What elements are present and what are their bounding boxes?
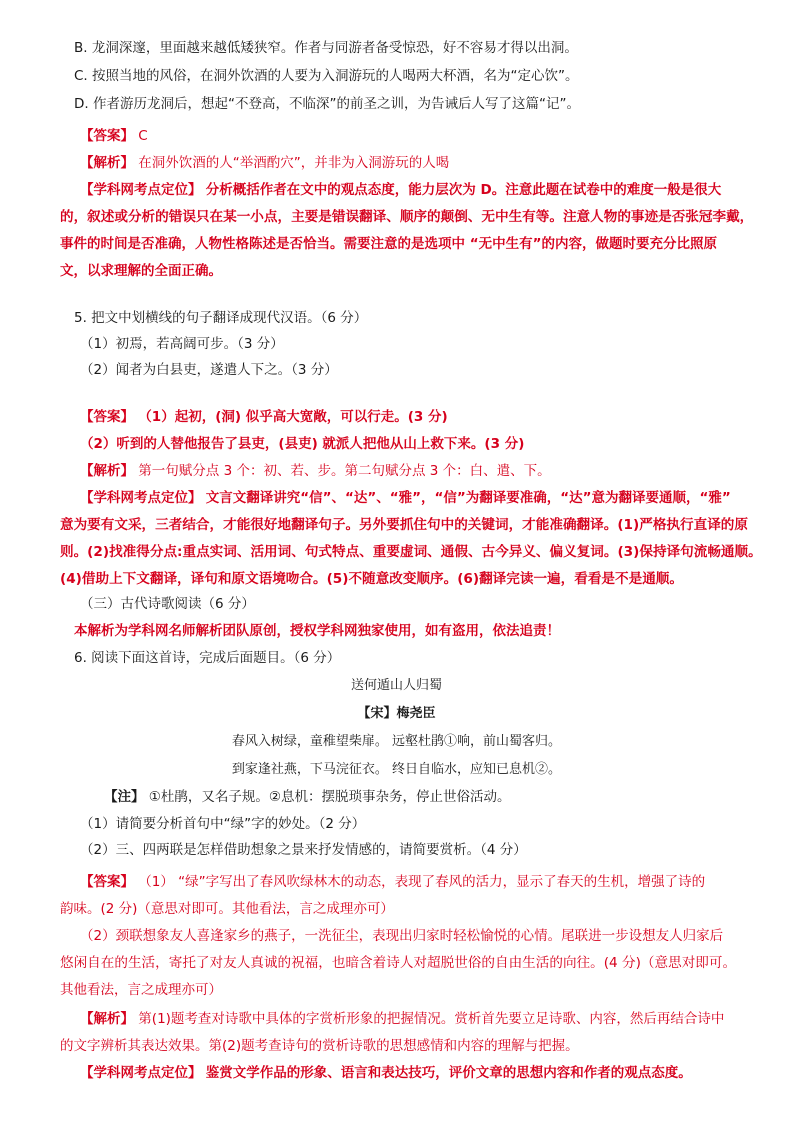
q4-analysis-row — [80, 151, 780, 175]
q5-kp-line: 则。(2)找准得分点:重点实词、活用词、句式特点、重要虚词、通假、古今异义、偏义复词。(3)保持译句流畅通顺。 — [60, 544, 762, 560]
q5-kp-line: 文言文翻译讲究“信”、“达”、“雅”，“信”为翻译要准确，“达”意为翻译要通顺，“雅” — [205, 490, 731, 506]
q6-answer-line: （2）颈联想象友人喜逢家乡的燕子，一洗征尘，表现出归家时轻松愉悦的心情。尾联进一步设想友人归家后 — [80, 928, 724, 944]
q5-sentence-1: （1）初焉，若高阔可步。（3 分） — [80, 336, 284, 352]
q5-kp-line: 意为要有文采，三者结合，才能很好地翻译句子。另外要抓住句中的关键词，才能准确翻译。(1)严格执行直译的原 — [60, 517, 748, 533]
q6-kp: 鉴赏文学作品的形象、语言和表达技巧，评价文章的思想内容和作者的观点态度。 — [205, 1065, 692, 1081]
answer-tag: 【答案】 — [80, 409, 134, 425]
q5-answer-2: （2）听到的人替他报告了县吏，(县吏) 就派人把他从山上救下来。(3 分) — [80, 436, 525, 452]
q6-answer-line: 韵味。(2 分)（意思对即可。其他看法，言之成理亦可） — [60, 901, 394, 917]
q4-kp-line: 分析概括作者在文中的观点态度，能力层次为 D。注意此题在试卷中的难度一般是很大 — [205, 182, 722, 198]
kp-tag: 【学科网考点定位】 — [80, 490, 202, 506]
analysis-tag: 【解析】 — [80, 463, 134, 479]
analysis-tag: 【解析】 — [80, 1011, 134, 1027]
option-d: D. 作者游历龙洞后，想起“不登高，不临深”的前圣之训，为告诫后人写了这篇“记”。 — [74, 96, 580, 112]
q6-sentence-1: （1）请简要分析首句中“绿”字的妙处。（2 分） — [80, 816, 366, 832]
q5-answer-row — [80, 405, 780, 429]
q4-answer-row — [80, 124, 780, 148]
q5-kp-line: (4)借助上下文翻译，译句和原文语境吻合。(5)不随意改变顺序。(6)翻译完读一遍，看看是不是通顺。 — [60, 571, 683, 587]
q6-answer-line: （1） “绿”字写出了春风吹绿林木的动态，表现了春风的活力，显示了春天的生机，增强了诗的 — [138, 874, 706, 890]
q6-answer-line: 悠闲自在的生活，寄托了对友人真诚的祝福，也暗含着诗人对超脱世俗的自由生活的向往。(4 分)（意思对即可。 — [60, 955, 737, 971]
q4-answer: C — [138, 128, 148, 144]
kp-tag: 【学科网考点定位】 — [80, 182, 202, 198]
analysis-tag: 【解析】 — [80, 155, 134, 171]
q6-answer-row — [80, 870, 780, 894]
q6-title: 6. 阅读下面这首诗，完成后面题目。（6 分） — [74, 650, 341, 666]
q4-kp-row — [80, 178, 780, 202]
kp-tag: 【学科网考点定位】 — [80, 1065, 202, 1081]
q5-analysis: 第一句赋分点 3 个：初、若、步。第二句赋分点 3 个：白、遣、下。 — [138, 463, 551, 479]
q6-analysis-row — [80, 1007, 780, 1031]
q4-kp-line: 文，以求理解的全面正确。 — [60, 263, 222, 279]
poem-line: 春风入树绿，童稚望柴扉。 远壑杜鹃①响，前山蜀客归。 — [231, 734, 562, 749]
q6-answer-line: 其他看法，言之成理亦可） — [60, 982, 222, 998]
poem-note-row — [104, 785, 793, 809]
poem-note: ①杜鹃，又名子规。②息机：摆脱琐事杂务，停止世俗活动。 — [148, 789, 511, 805]
q4-analysis: 在洞外饮酒的人“举酒酌穴”，并非为入洞游玩的人喝 — [138, 155, 450, 171]
q5-sentence-2: （2）闻者为白县吏，遂遣人下之。（3 分） — [80, 362, 338, 378]
poem-author: 【宋】梅尧臣 — [357, 706, 436, 721]
q5-analysis-row — [80, 459, 780, 483]
q4-kp-line: 事件的时间是否准确，人物性格陈述是否恰当。需要注意的是选项中 “无中生有”的内容，做题时要充分比照原 — [60, 236, 717, 252]
q5-title: 5. 把文中划横线的句子翻译成现代汉语。（6 分） — [74, 310, 368, 326]
q6-sentence-2: （2）三、四两联是怎样借助想象之景来抒发情感的，请简要赏析。（4 分） — [80, 842, 527, 858]
q5-answer-1: （1）起初，(洞) 似乎高大宽敞，可以行走。(3 分) — [138, 409, 448, 425]
q6-analysis-line: 第(1)题考查对诗歌中具体的字赏析形象的把握情况。赏析首先要立足诗歌、内容，然后再结合诗中 — [138, 1011, 725, 1027]
q5-kp-row — [80, 486, 780, 510]
poem-title: 送何遁山人归蜀 — [350, 678, 442, 693]
copyright-notice: 本解析为学科网名师解析团队原创，授权学科网独家使用，如有盗用，依法追责！ — [74, 623, 560, 639]
option-b: B. 龙洞深邃，里面越来越低矮狭窄。作者与同游者备受惊恐，好不容易才得以出洞。 — [74, 40, 578, 56]
poem-line: 到家逢社燕，下马浣征衣。 终日自临水，应知已息机②。 — [231, 762, 562, 777]
answer-tag: 【答案】 — [80, 128, 134, 144]
q4-kp-line: 的，叙述或分析的错误只在某一小点，主要是错误翻译、顺序的颠倒、无中生有等。注意人物的事迹是否张冠李戴， — [60, 209, 754, 225]
option-c: C. 按照当地的风俗，在洞外饮酒的人要为入洞游玩的人喝两大杯酒，名为“定心饮”。 — [74, 68, 579, 84]
section-heading: （三）古代诗歌阅读（6 分） — [80, 596, 255, 612]
note-tag: 【注】 — [104, 789, 145, 805]
answer-tag: 【答案】 — [80, 874, 134, 890]
q6-kp-row — [80, 1061, 780, 1085]
q6-analysis-line: 的文字辨析其表达效果。第(2)题考查诗句的赏析诗歌的思想感情和内容的理解与把握。 — [60, 1038, 579, 1054]
